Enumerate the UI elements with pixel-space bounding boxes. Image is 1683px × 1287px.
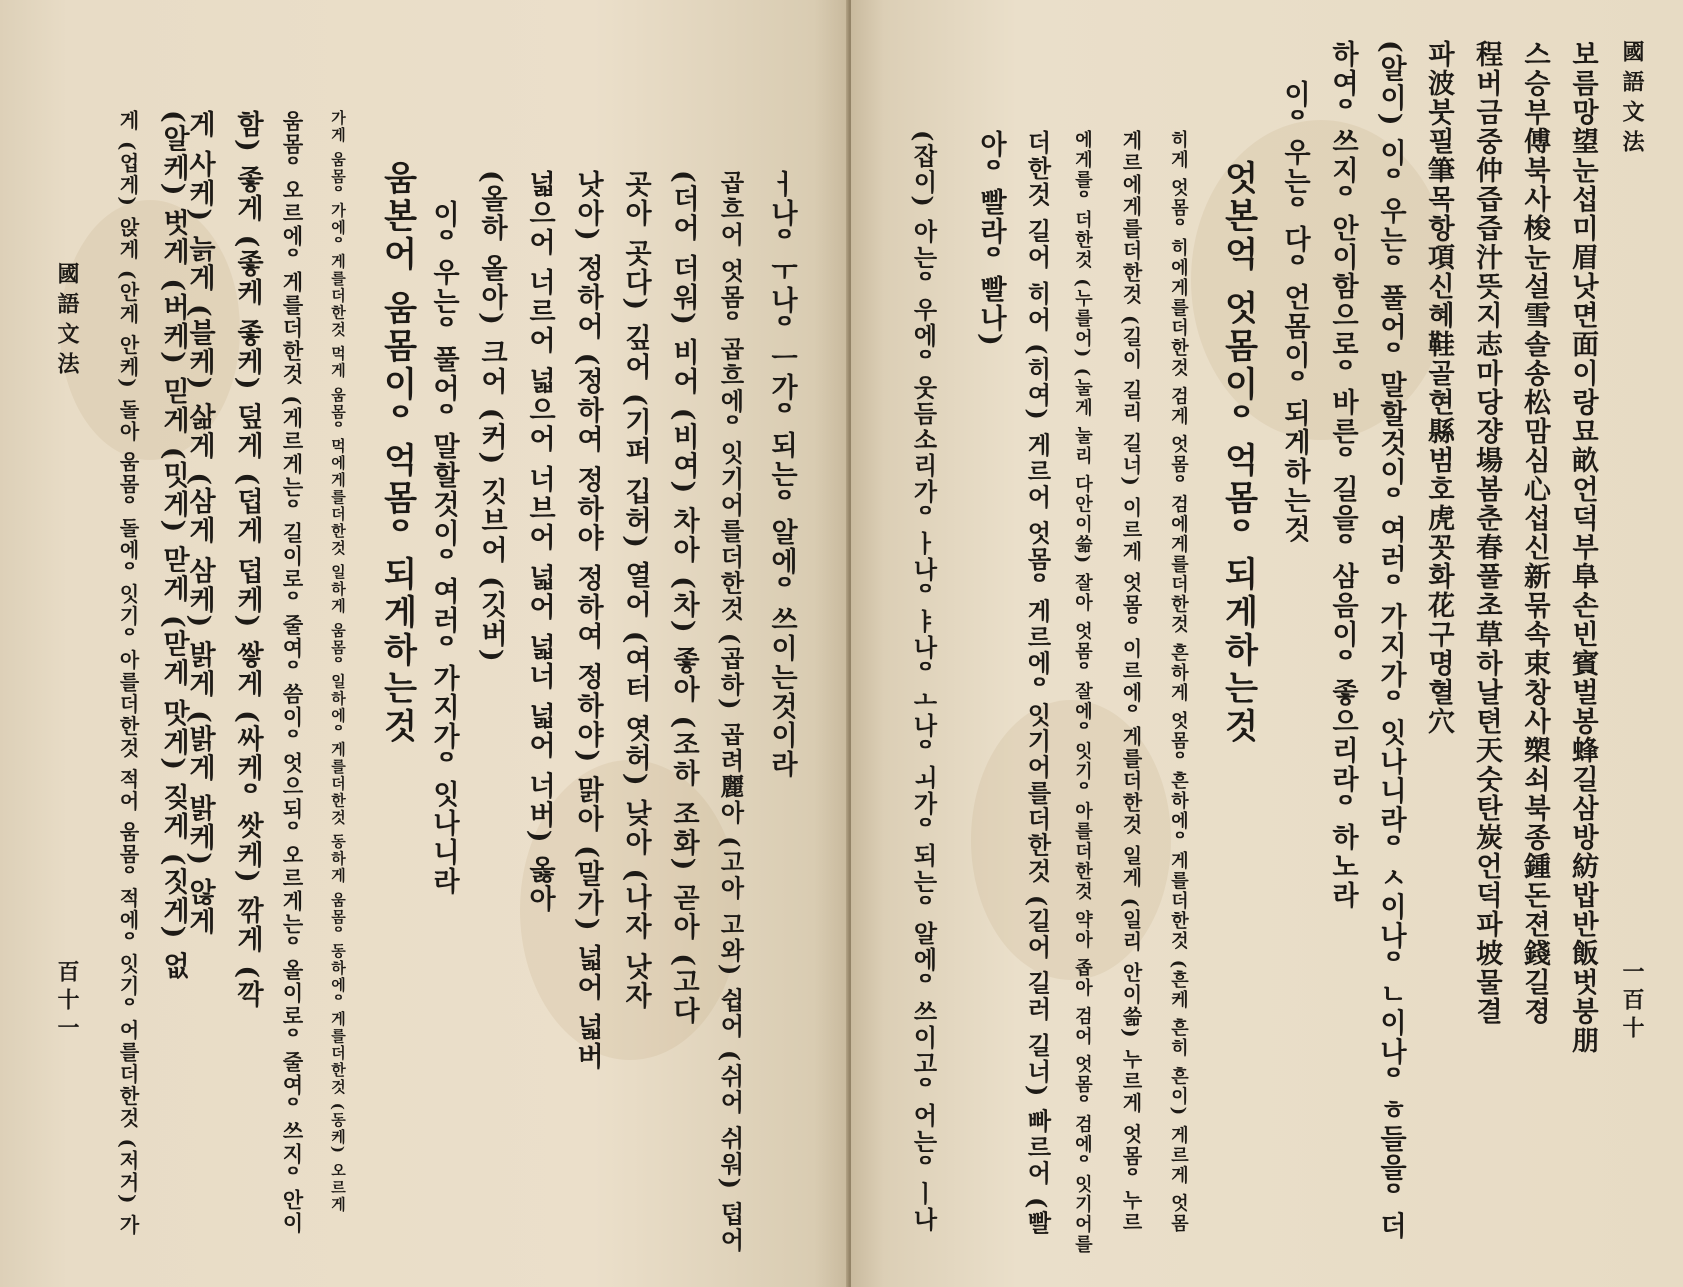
- right-column-14: (잡이) 아는ᄋ우에ᄋ웃듬소리가ᄋㅏ나ᄋㅑ나ᄋㅗ나ᄋㅚ가ᄋ되는ᄋ알에ᄋ쓰이고ᄋ어는ᄋㅣ나: [909, 130, 938, 1234]
- right-column-9: 히게 엇몸ᄋ히에게를더한것 검게 엇몸ᄋ검에게를더한것 흔하게 엇몸ᄋ흔하에ᄋ게를더한것 (흔케 흔히 흔이) 게르게 엇몸: [1168, 130, 1189, 1234]
- left-section-heading: 움본어 움몸이ᄋ억몸ᄋ되게하는것: [377, 160, 417, 746]
- left-column-1: ㅓ나ᄋㅜ나ᄋㅡ가ᄋ되는ᄋ알에ᄋ쓰이는것이라: [766, 170, 797, 779]
- right-column-12: 더한것 길어 히어 (히여) 게르어 엇몸ᄋ게르에ᄋ잇기어를더한것 (길어 길러 길너) 빠르어 (빨: [1023, 130, 1052, 1237]
- right-page-header: 國語文法: [1619, 40, 1645, 160]
- right-section-heading: 엇본억 엇몸이ᄋ억몸ᄋ되게하는것: [1218, 160, 1258, 746]
- left-column-14: (알케) 벗게 (버케) 믿게 (밋게) 맏게 (맏게 맛게) 짖게 (짓게) 없: [158, 110, 189, 981]
- right-column-6: 하여ᄋ쓰지ᄋ안이함으로ᄋ바른ᄋ길을ᄋ삼음이ᄋ좋으리라ᄋ하노라: [1327, 40, 1358, 910]
- left-column-13: 게 사케) 늙게 (블케) 삶게 (삼게 삼케) 밝게 (밝게 밝케) 않게: [184, 110, 215, 937]
- right-column-11: 에게를ᄋ더한것 (누를어) (눌게 눌리 다안이쓺) 잘아 엇몸ᄋ잘에ᄋ잇기ᄋ아를더한것 약아 좁아 검어 엇몸ᄋ검에ᄋ잇기어를: [1072, 130, 1093, 1255]
- left-column-15: 게 (업게) 앉게 (안게 안케) 돌아 움몸ᄋ돌에ᄋ잇기ᄋ아를더한것 적어 움몸ᄋ적에ᄋ잇기ᄋ어를더한것 (저거) 가: [116, 110, 140, 1237]
- left-page-header: 國語文法: [54, 262, 80, 382]
- right-column-5: (알이) 이ᄋ우는ᄋ풀어ᄋ말할것이ᄋ여러ᄋ가지가ᄋ잇나니라ᄋㅅ이나ᄋㄴ이나ᄋㅎ들을ᄋ더: [1375, 40, 1406, 1241]
- right-column-2: 스승부傅북사梭눈설雪솔송松맘심心섭신新묶속束창사槊쇠북종鍾돈젼錢길졍: [1519, 40, 1550, 1026]
- left-column-12: 함) 좋게 (좋케 좋케) 덮게 (덥게 덥케) 쌓게 (싸케ᄋ쌋케) 깎게 (깍: [232, 110, 263, 1010]
- right-column-10: 게르에게를더한것 (길이 길리 길너) 이르게 엇몸ᄋ이르에ᄋ게를더한것 일게 (일리 안이쓺) 누르게 엇몸ᄋ누르: [1119, 130, 1143, 1234]
- right-column-4: 파波붓필筆목항項신혜鞋골현縣범호虎꼿화花구명혈穴: [1423, 40, 1454, 736]
- right-page: [851, 0, 1683, 1287]
- right-column-1: 보름망望눈섭미眉낫면面이랑묘畝언덕부阜손빈賓벌봉蜂길삼방紡밥반飯벗붕朋: [1567, 40, 1598, 1055]
- left-column-6: 넓으어 너르어 넓으어 너브어 넓어 넓너 넓어 너버) 옳아: [524, 170, 555, 914]
- left-column-4: 곳아 곳다) 깊어 (기퍼 깁허) 열어 (여터 엿허) 낮아 (나자 낫자: [620, 170, 651, 1011]
- right-column-7: 이ᄋ우는ᄋ다ᄋ언몸이ᄋ되게하는것: [1279, 80, 1310, 544]
- right-column-13: 아ᄋ빨라ᄋ빨나): [975, 130, 1006, 348]
- right-page-number: 一百十: [1619, 960, 1645, 1044]
- left-column-2: 곱흐어 엇몸ᄋ곱흐에ᄋ잇기어를더한것 (곱하) 곱려麗아 (고아 고와) 쉽어 (쉬어 쉬워) 덥어: [716, 170, 745, 1254]
- left-column-10: 가게 움몸ᄋ가에ᄋ게를더한것 먹게 움몸ᄋ먹에게를더한것 일하게 움몸ᄋ일하에ᄋ게를더한것 동하게 움몸ᄋ동하에ᄋ게를더한것 (동케) 오르게: [329, 110, 347, 1214]
- left-column-8: 이ᄋ우는ᄋ풀어ᄋ말할것이ᄋ여러ᄋ가지가ᄋ잇나니라: [428, 200, 459, 896]
- left-column-7: (올하 올아) 크어 (커) 깃브어 (깃버): [476, 170, 507, 664]
- right-column-3: 程버금중仲즙즙汁뜻지志마당쟝場봄춘春풀초草하날텬天숫탄炭언덕파坡물결: [1471, 40, 1502, 1026]
- left-column-11: 움몸ᄋ오르에ᄋ게를더한것 (게르게는ᄋ길이로ᄋ줄여ᄋ씀이ᄋ엇으되ᄋ오르게는ᄋ올이로ᄋ줄여ᄋ쓰지ᄋ안이: [280, 110, 305, 1236]
- left-page-number: 百十一: [54, 960, 80, 1044]
- left-column-5: 낫아) 정하어 (정하여 정하야 정하여 정하야) 맑아 (말가) 넓어 넓버: [572, 170, 603, 1072]
- left-column-3: (더어 더워) 비어 (비여) 차아 (차) 좋아 (조하 조화) 곧아 (고다: [668, 170, 699, 1026]
